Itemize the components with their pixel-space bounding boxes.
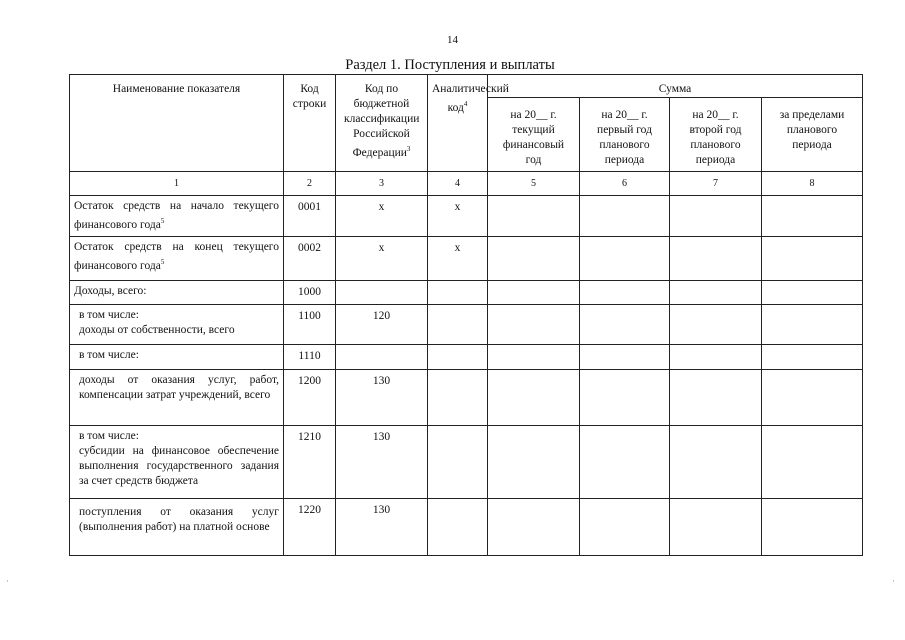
row-code: 1200 [284, 370, 336, 426]
sum-cell [762, 370, 863, 426]
row-name: в том числе: [70, 345, 284, 370]
sum-cell [488, 426, 580, 499]
row-analytic-code [428, 281, 488, 305]
page-number: 14 [447, 34, 458, 46]
sum-cell [670, 426, 762, 499]
sum-cell [488, 281, 580, 305]
row-budget-code: 120 [336, 305, 428, 345]
col-number: 3 [336, 172, 428, 196]
sum-cell [762, 305, 863, 345]
col-number: 8 [762, 172, 863, 196]
row-analytic-code [428, 345, 488, 370]
sum-cell [762, 237, 863, 281]
row-budget-code [336, 281, 428, 305]
col-number: 1 [70, 172, 284, 196]
row-budget-code [336, 345, 428, 370]
row-analytic-code [428, 426, 488, 499]
row-code: 1220 [284, 499, 336, 556]
sum-cell [762, 499, 863, 556]
row-code: 0002 [284, 237, 336, 281]
sum-cell [580, 237, 670, 281]
row-name: доходы от оказания услуг, работ, компенсации затрат учреждений, всего [70, 370, 284, 426]
row-analytic-code [428, 305, 488, 345]
row-analytic-code: х [428, 196, 488, 237]
row-name: Доходы, всего: [70, 281, 284, 305]
sum-cell [580, 499, 670, 556]
row-name: в том числе: доходы от собственности, всего [70, 305, 284, 345]
column-numbers-row [70, 172, 863, 196]
sum-cell [670, 305, 762, 345]
sum-cell [762, 281, 863, 305]
sum-cell [580, 345, 670, 370]
row-code: 1110 [284, 345, 336, 370]
row-name: Остаток средств на конец текущего финансового года$^5$ [70, 237, 284, 281]
row-code: 1100 [284, 305, 336, 345]
row-name: поступления от оказания услуг (выполнения работ) на платной основе [70, 499, 284, 556]
scan-mark: · [6, 576, 9, 586]
sum-cell [488, 305, 580, 345]
table-row [70, 499, 863, 556]
sum-cell [580, 196, 670, 237]
row-name: Остаток средств на начало текущего финансового года$^5$ [70, 196, 284, 237]
row-code: 1210 [284, 426, 336, 499]
col-number: 2 [284, 172, 336, 196]
section-title: Раздел 1. Поступления и выплаты [345, 57, 555, 73]
col-number: 7 [670, 172, 762, 196]
scan-mark: · [892, 576, 895, 586]
header-sum-current-year: на 20__ г. текущий финансовый год [488, 98, 580, 172]
row-budget-code: х [336, 237, 428, 281]
sum-cell [488, 499, 580, 556]
header-sum-second-plan-year: на 20__ г. второй год планового периода [670, 98, 762, 172]
sum-cell [580, 426, 670, 499]
row-budget-code: х [336, 196, 428, 237]
sum-cell [670, 196, 762, 237]
row-budget-code: 130 [336, 426, 428, 499]
sum-cell [488, 370, 580, 426]
row-analytic-code [428, 370, 488, 426]
col-number: 6 [580, 172, 670, 196]
sum-cell [580, 281, 670, 305]
table-row [70, 305, 863, 345]
row-budget-code: 130 [336, 370, 428, 426]
row-budget-code: 130 [336, 499, 428, 556]
row-code: 0001 [284, 196, 336, 237]
header-sum-beyond-plan: за пределами планового периода [762, 98, 863, 172]
sum-cell [670, 237, 762, 281]
sum-cell [488, 196, 580, 237]
sum-cell [762, 426, 863, 499]
header-row-code: Код строки [284, 75, 336, 172]
col-number: 5 [488, 172, 580, 196]
table-row [70, 426, 863, 499]
table-row [70, 281, 863, 305]
table-row [70, 370, 863, 426]
sum-cell [762, 345, 863, 370]
sum-cell [670, 370, 762, 426]
sum-cell [670, 345, 762, 370]
table-row [70, 237, 863, 281]
header-budget-code: Код по бюджетной классификации Российской Федерации$^3$ [336, 75, 428, 172]
row-analytic-code [428, 499, 488, 556]
sum-cell [762, 196, 863, 237]
header-sum: Сумма [488, 75, 863, 98]
col-number: 4 [428, 172, 488, 196]
sum-cell [580, 305, 670, 345]
table-row [70, 345, 863, 370]
row-name: в том числе: субсидии на финансовое обеспечение выполнения государственного задания за счет средств бюджета [70, 426, 284, 499]
row-analytic-code: х [428, 237, 488, 281]
header-analytic-code: Аналитический код$^4$ [428, 75, 488, 172]
row-code: 1000 [284, 281, 336, 305]
receipts-payments-table [69, 74, 863, 556]
header-name: Наименование показателя [70, 75, 284, 172]
table-row [70, 196, 863, 237]
sum-cell [488, 237, 580, 281]
sum-cell [670, 281, 762, 305]
sum-cell [580, 370, 670, 426]
sum-cell [488, 345, 580, 370]
sum-cell [670, 499, 762, 556]
header-sum-first-plan-year: на 20__ г. первый год планового периода [580, 98, 670, 172]
